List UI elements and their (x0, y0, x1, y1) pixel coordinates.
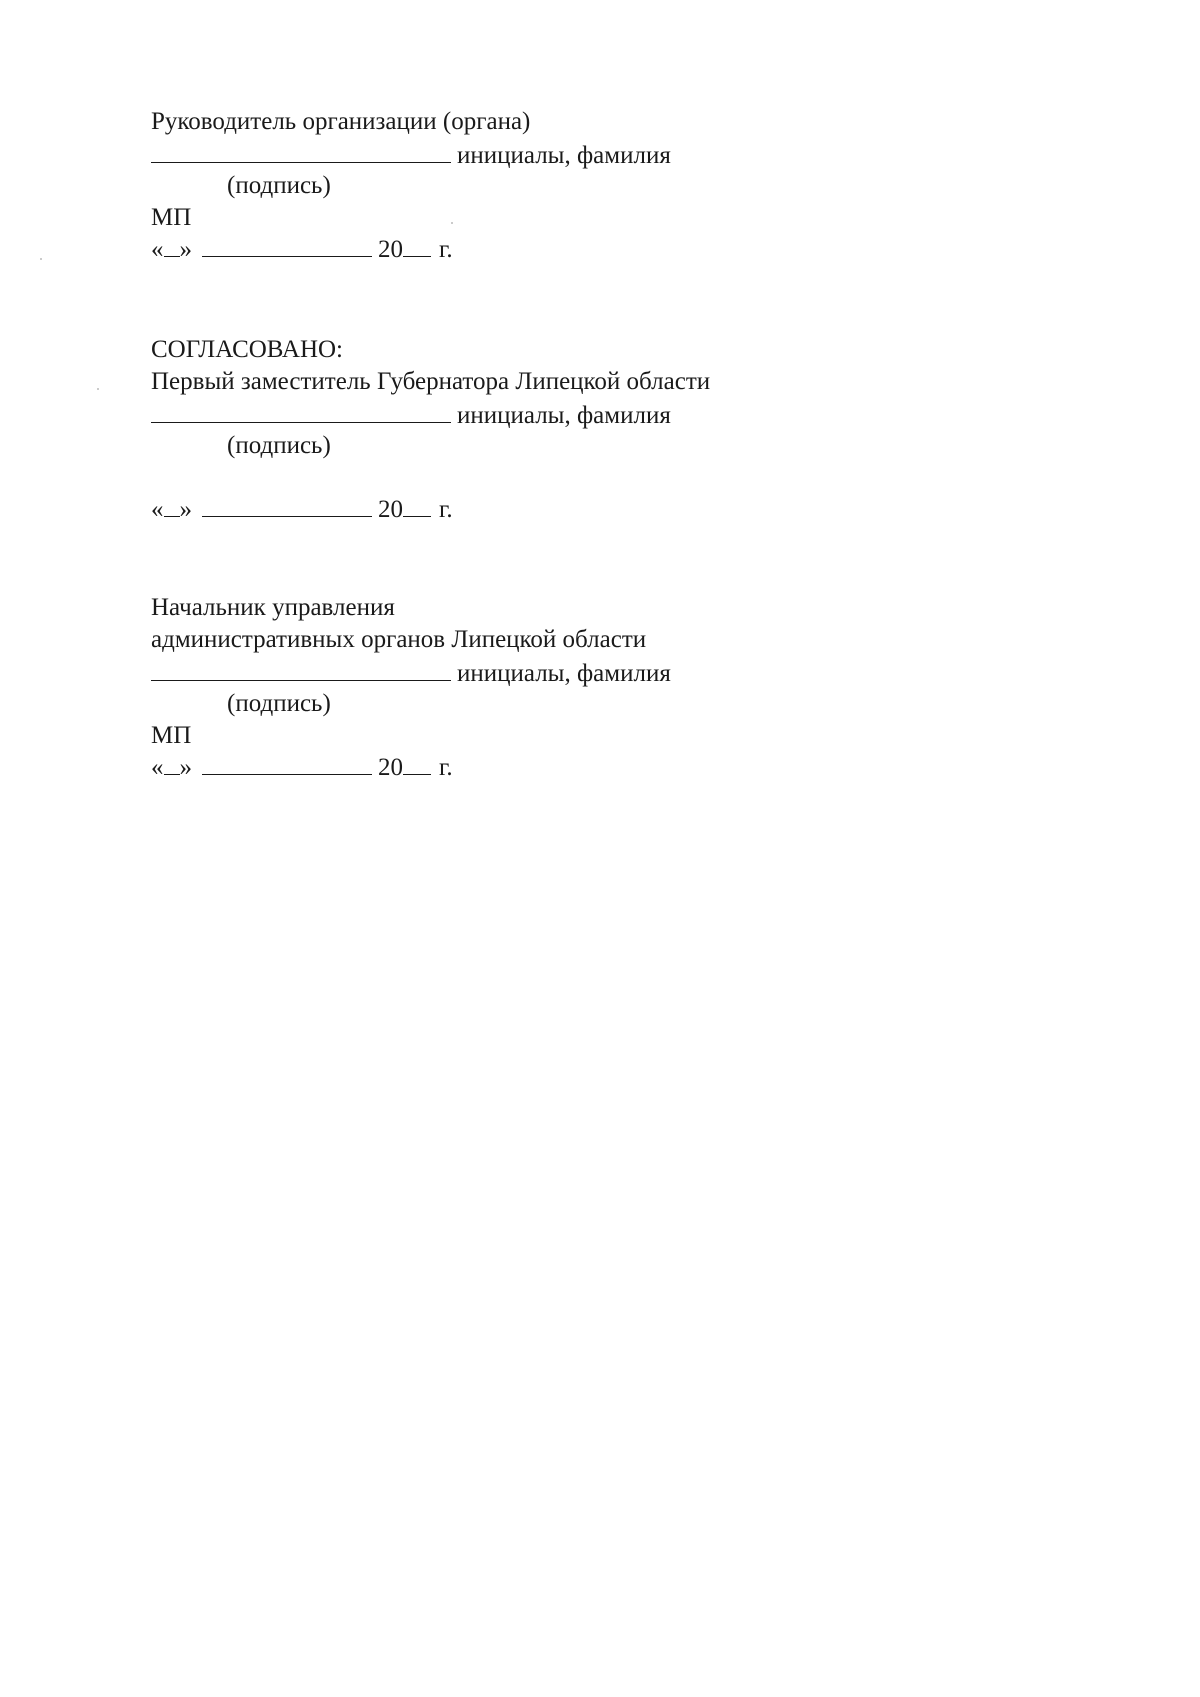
admin-signature-row (151, 656, 951, 688)
admin-title-line2: административных органов Липецкой области (151, 626, 647, 653)
seal-label: МП (151, 722, 192, 749)
signature-line (151, 138, 451, 163)
signature-caption: (подпись) (227, 432, 331, 459)
date-open-quote: « (151, 236, 164, 263)
signature-caption: (подпись) (227, 172, 331, 199)
date-close-quote: » (179, 236, 192, 263)
approval-signature-row (151, 398, 951, 430)
day-blank (164, 494, 180, 517)
year-suffix: г. (439, 496, 453, 523)
year-blank (403, 494, 431, 517)
date-open-quote: « (151, 754, 164, 781)
date-open-quote: « (151, 496, 164, 523)
blank-line (151, 462, 951, 494)
date-close-quote: » (179, 754, 192, 781)
date-row (151, 234, 951, 266)
date-close-quote: » (179, 496, 192, 523)
scan-speck (97, 388, 99, 390)
name-label: инициалы, фамилия (457, 660, 671, 687)
admin-signature-block (151, 592, 951, 784)
name-label: инициалы, фамилия (457, 142, 671, 169)
signature-line (151, 656, 451, 681)
scan-speck (451, 222, 453, 224)
day-blank (164, 752, 180, 775)
month-blank (202, 752, 372, 775)
head-signature-block (151, 106, 951, 266)
signature-line (151, 398, 451, 423)
date-row (151, 752, 951, 784)
seal-label: МП (151, 204, 192, 231)
head-title: Руководитель организации (органа) (151, 108, 531, 135)
approval-header: СОГЛАСОВАНО: (151, 336, 344, 363)
year-prefix: 20 (378, 754, 403, 781)
scan-speck (40, 258, 42, 260)
month-blank (202, 234, 372, 257)
year-blank (403, 752, 431, 775)
approval-title: Первый заместитель Губернатора Липецкой области (151, 368, 711, 395)
year-prefix: 20 (378, 236, 403, 263)
year-suffix: г. (439, 754, 453, 781)
month-blank (202, 494, 372, 517)
year-blank (403, 234, 431, 257)
day-blank (164, 234, 180, 257)
name-label: инициалы, фамилия (457, 402, 671, 429)
signature-caption: (подпись) (227, 690, 331, 717)
year-prefix: 20 (378, 496, 403, 523)
head-signature-row (151, 138, 951, 170)
year-suffix: г. (439, 236, 453, 263)
admin-title-line1: Начальник управления (151, 594, 395, 621)
approval-signature-block (151, 334, 951, 526)
date-row (151, 494, 951, 526)
